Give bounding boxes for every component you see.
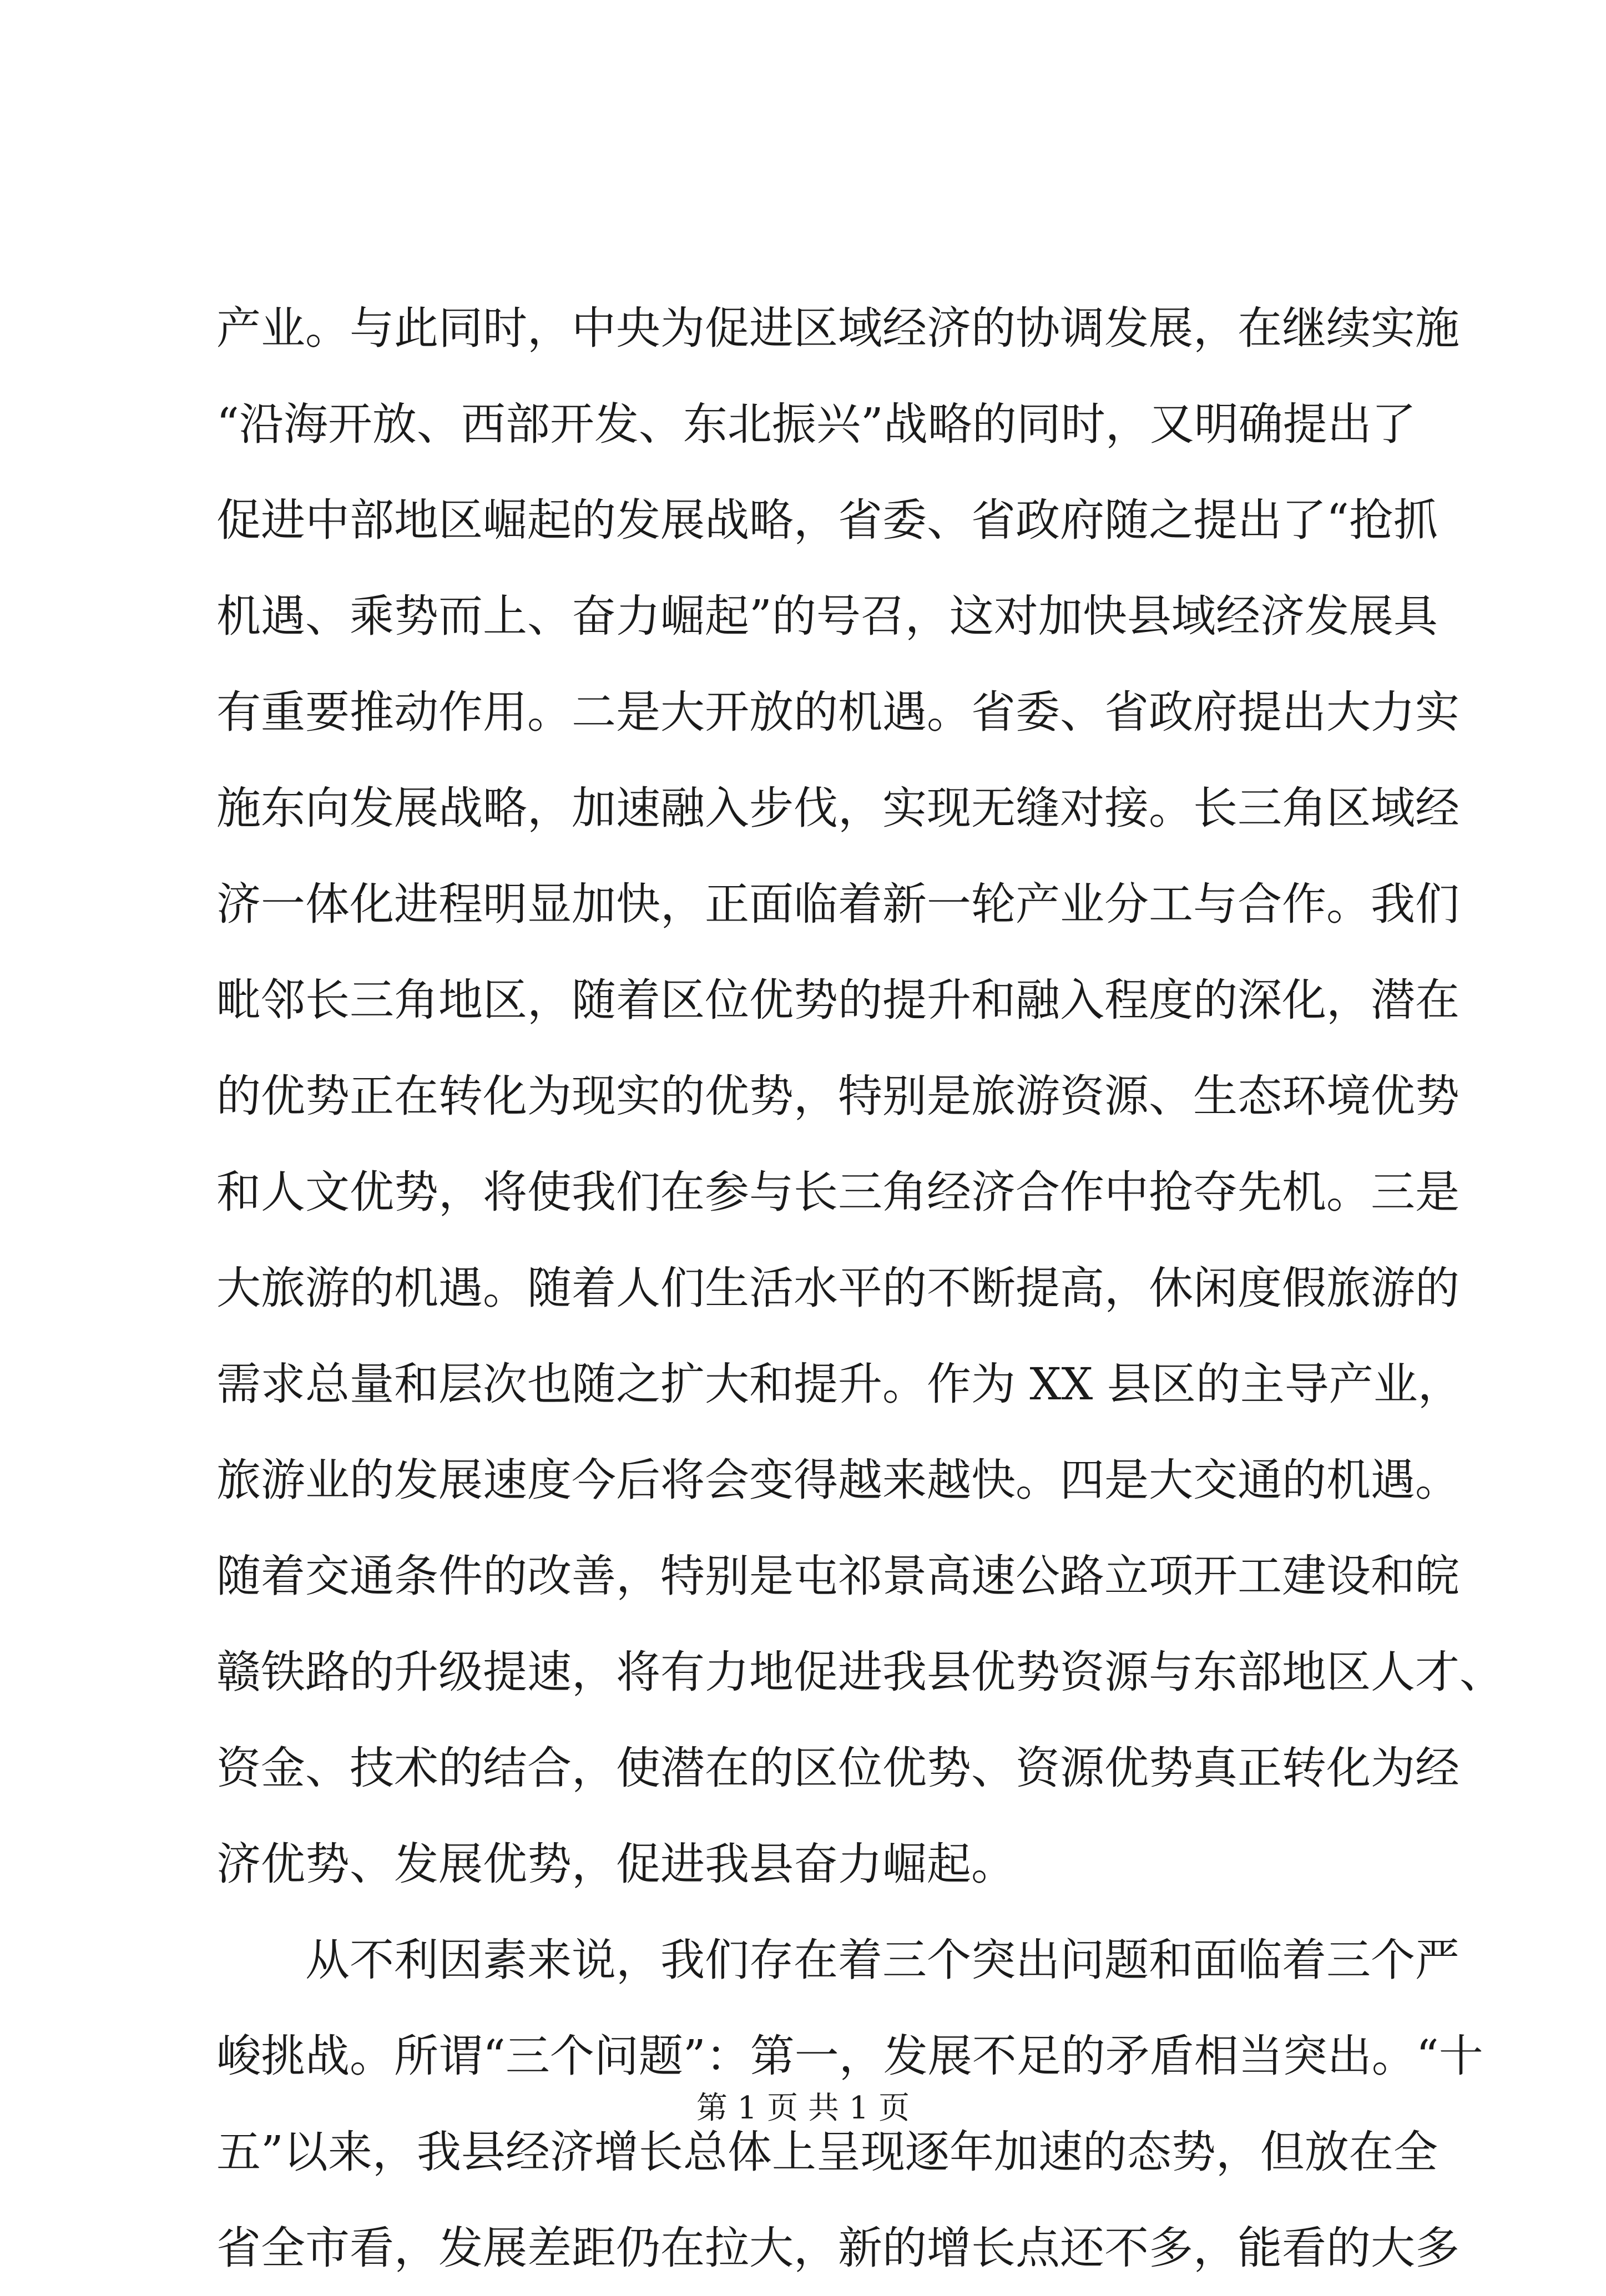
text-line: 有重要推动作用。二是大开放的机遇。省委、省政府提出大力实 [216,686,1459,738]
text-line: 五”以来，我县经济增长总体上呈现逐年加速的态势，但放在全 [216,2126,1438,2178]
text-line: 济一体化进程明显加快，正面临着新一轮产业分工与合作。我们 [216,878,1459,930]
text-line: 从不利因素来说，我们存在着三个突出问题和面临着三个严 [305,1934,1459,1986]
text-line: 促进中部地区崛起的发展战略，省委、省政府随之提出了“抢抓 [216,494,1438,546]
text-line: “沿海开放、西部开发、东北振兴”战略的同时，又明确提出了 [216,398,1416,450]
text-line: 和人文优势，将使我们在参与长三角经济合作中抢夺先机。三是 [216,1166,1459,1218]
page-number-footer: 第 1 页 共 1 页 [696,2090,910,2126]
text-line: 的优势正在转化为现实的优势，特别是旅游资源、生态环境优势 [216,1070,1459,1122]
text-line: 资金、技术的结合，使潜在的区位优势、资源优势真正转化为经 [216,1742,1459,1794]
text-line: 产业。与此同时，中央为促进区域经济的协调发展，在继续实施 [216,302,1459,354]
body-text [216,280,1504,2296]
text-line: 省全市看，发展差距仍在拉大，新的增长点还不多，能看的大多 [216,2222,1459,2274]
text-line: 需求总量和层次也随之扩大和提升。作为 XX 县区的主导产业， [216,1358,1462,1410]
text-line: 旅游业的发展速度今后将会变得越来越快。四是大交通的机遇。 [216,1454,1459,1506]
text-line: 大旅游的机遇。随着人们生活水平的不断提高，休闲度假旅游的 [216,1262,1459,1314]
text-line: 随着交通条件的改善，特别是屯祁景高速公路立项开工建设和皖 [216,1550,1459,1602]
text-line: 济优势、发展优势，促进我县奋力崛起。 [216,1838,1016,1890]
text-line: 施东向发展战略，加速融入步伐，实现无缝对接。长三角区域经 [216,782,1459,834]
text-line: 毗邻长三角地区，随着区位优势的提升和融入程度的深化，潜在 [216,974,1459,1026]
text-line: 机遇、乘势而上、奋力崛起”的号召，这对加快县域经济发展具 [216,590,1438,642]
text-line: 赣铁路的升级提速，将有力地促进我县优势资源与东部地区人才、 [216,1646,1504,1698]
text-line: 峻挑战。所谓“三个问题”：第一，发展不足的矛盾相当突出。“十 [216,2030,1483,2082]
